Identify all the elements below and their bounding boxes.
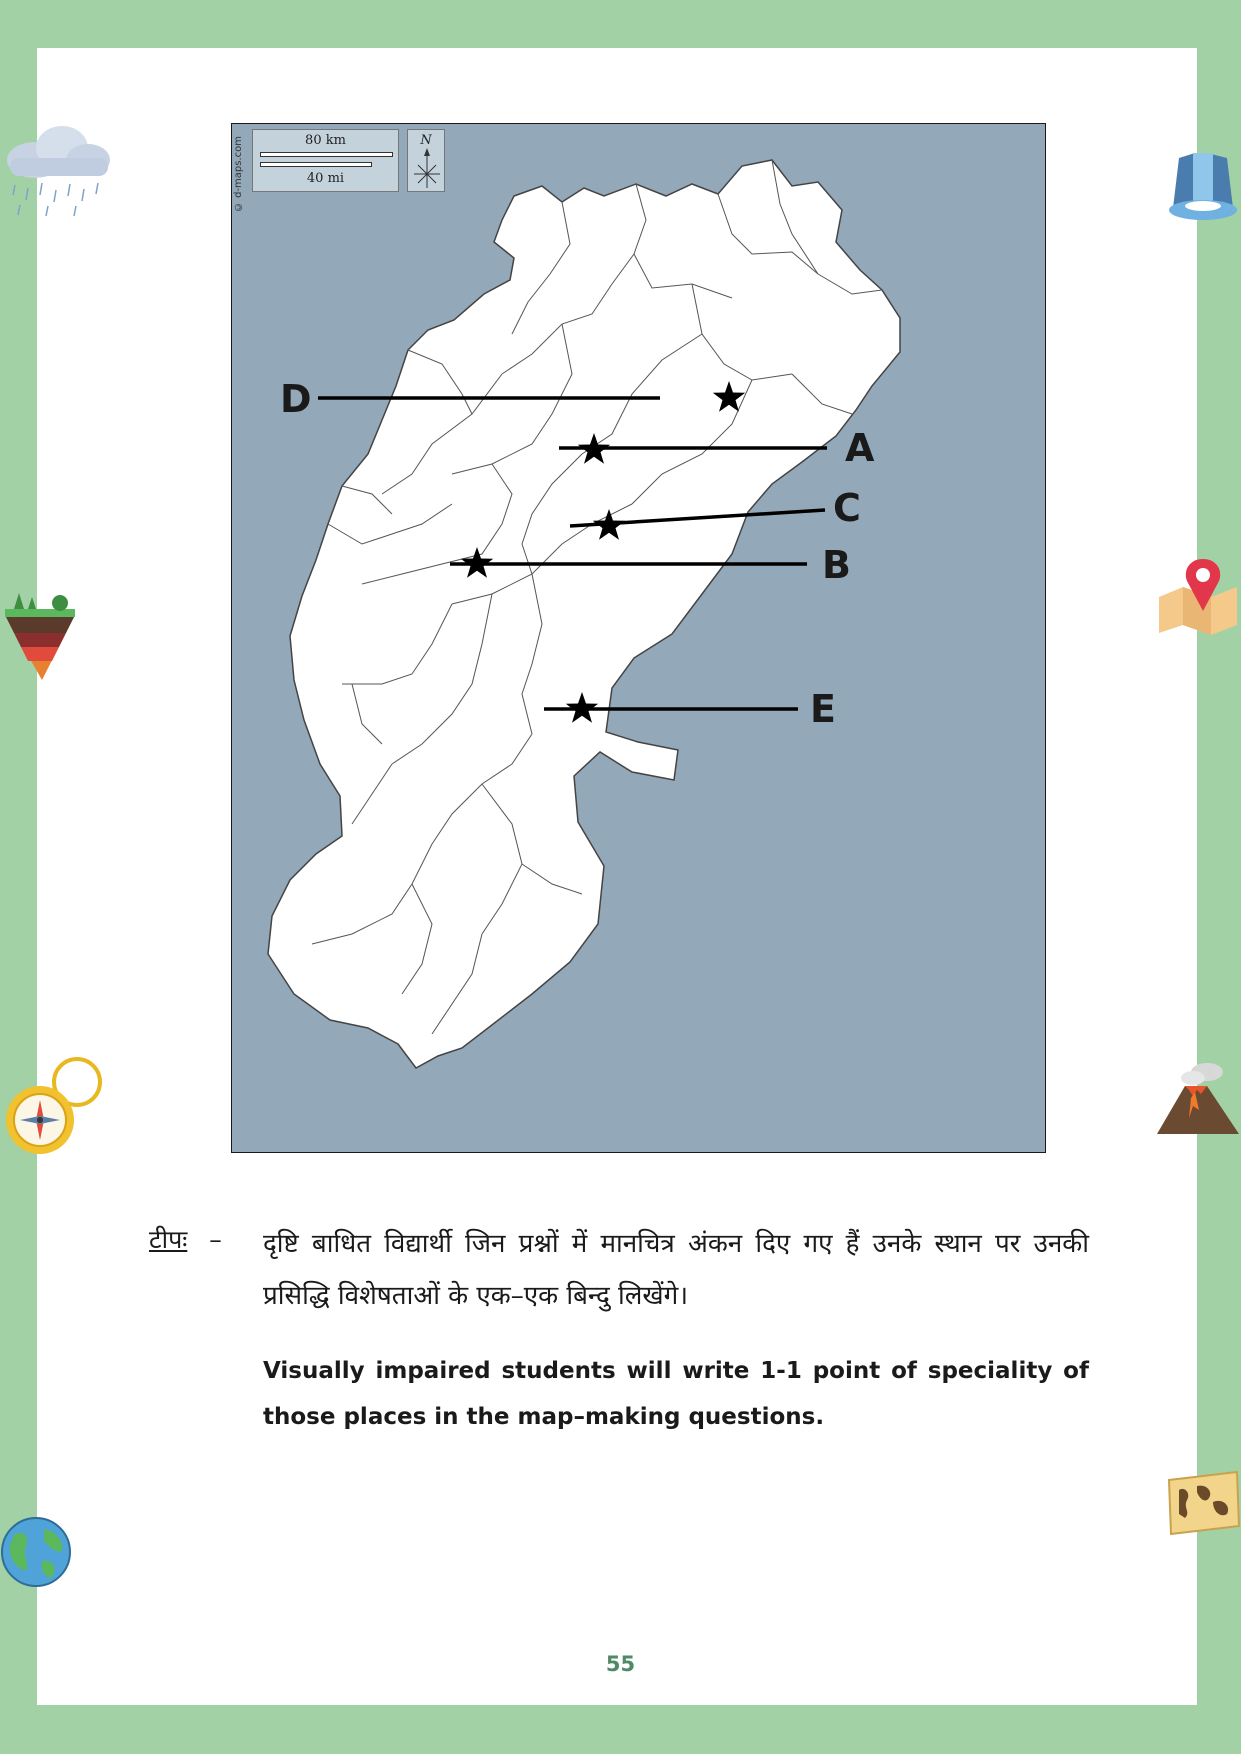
- map-label-d: D: [280, 377, 312, 421]
- north-label: N: [420, 133, 432, 148]
- map-credit: © d-maps.com: [233, 136, 244, 213]
- scale-mi-bar: [260, 162, 372, 167]
- map-label-a: A: [845, 426, 875, 470]
- page-number: 55: [605, 1652, 636, 1676]
- rain-cloud-icon: [0, 120, 115, 225]
- map-graphic: [232, 124, 1046, 1153]
- compass-icon: [0, 1055, 110, 1155]
- note-english-text: Visually impaired students will write 1-1 point of speciality of those places in the map–making questions.: [263, 1358, 1089, 1430]
- globe-icon: [0, 1515, 75, 1590]
- note-label-text: टीपः: [149, 1225, 188, 1254]
- waterfall-icon: [1165, 148, 1241, 223]
- state-outline: [268, 160, 900, 1068]
- chhattisgarh-map: [231, 123, 1046, 1153]
- map-label-c: C: [833, 486, 861, 530]
- scale-km-label: 80 km: [305, 133, 346, 148]
- scale-bar: [252, 129, 399, 192]
- soil-layers-icon: [0, 585, 80, 685]
- treasure-map-icon: [1165, 1468, 1241, 1538]
- scale-mi-label: 40 mi: [306, 171, 345, 186]
- north-arrow: [407, 129, 445, 192]
- map-label-e: E: [810, 687, 836, 731]
- note-label: [149, 1222, 222, 1256]
- map-label-b: B: [822, 543, 851, 587]
- location-map-pin-icon: [1155, 555, 1241, 635]
- volcano-icon: [1155, 1058, 1241, 1138]
- note-dash: –: [209, 1225, 222, 1254]
- scale-km-bar: [260, 152, 393, 157]
- note-hindi-text: दृष्टि बाधित विद्यार्थी जिन प्रश्नों में मानचित्र अंकन दिए गए हैं उनके स्थान पर उनकी प्रसिद्धि विशेषताओं के एक–एक बिन्दु लिखेंगे।: [263, 1229, 1089, 1311]
- compass-rose-icon: [408, 148, 446, 192]
